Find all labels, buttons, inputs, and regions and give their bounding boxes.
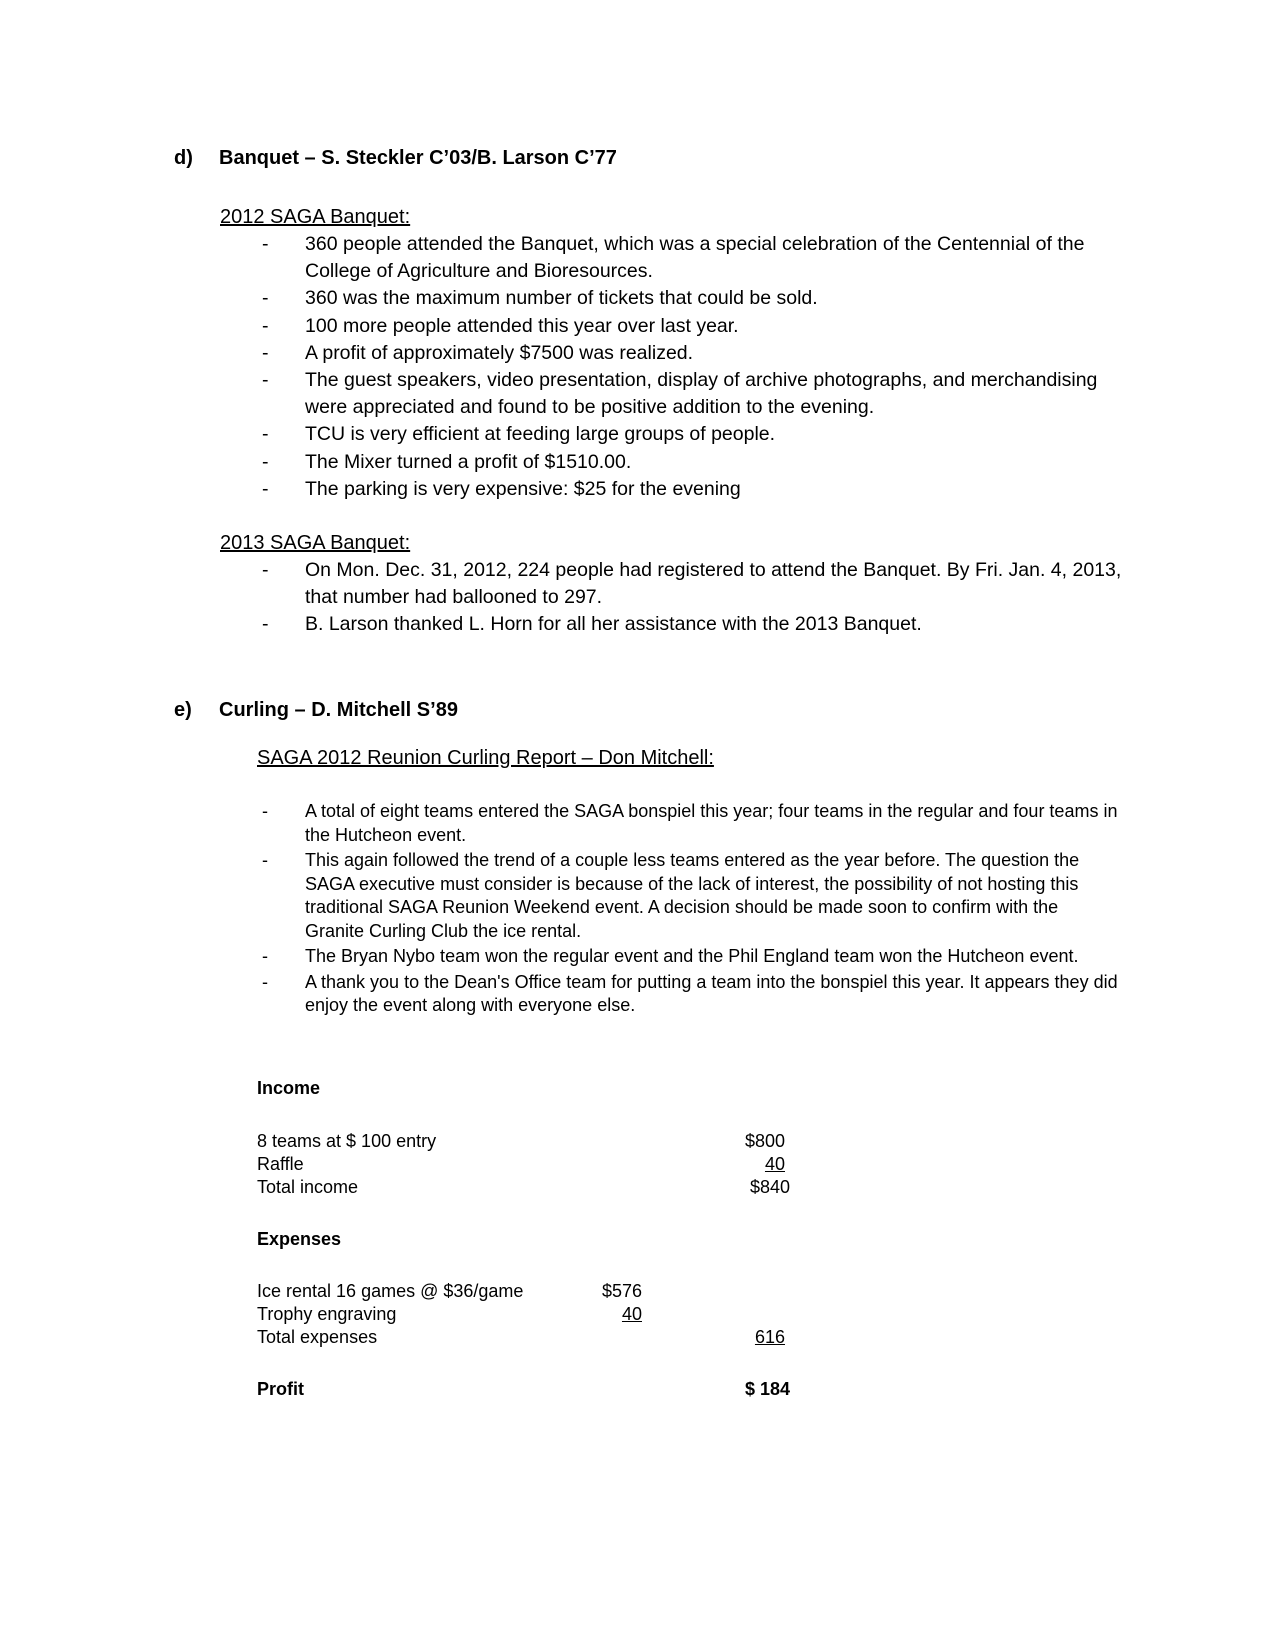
banquet-2012-heading: 2012 SAGA Banquet: [220, 206, 411, 228]
list-item: - 360 people attended the Banquet, which was a special celebration of the Centennial of the College of Agriculture and Bioresources. [262, 233, 1085, 283]
income-heading: Income [257, 1078, 321, 1098]
banquet-section-title: Banquet – S. Steckler C’03/B. Larson C’77 [219, 147, 617, 169]
curling-section-heading [174, 698, 458, 722]
expense-total-label: Total expenses [257, 1327, 378, 1347]
banquet-2013-list [262, 557, 1122, 639]
profit-amount: $ 184 [744, 1379, 790, 1399]
expense-ice-amount: $576 [601, 1281, 642, 1301]
list-item: - The guest speakers, video presentation, display of archive photographs, and merchandising were appreciated and found to be positive addition to the evening. [262, 369, 1098, 419]
list-item: - The parking is very expensive: $25 for the evening [262, 477, 741, 500]
list-item: - The Bryan Nybo team won the regular event and the Phil England team won the Hutcheon event. [262, 946, 1079, 966]
list-item: - 100 more people attended this year over last year. [262, 314, 739, 337]
expense-total-amount: 616 [754, 1327, 785, 1347]
list-item: - The Mixer turned a profit of $1510.00. [262, 450, 632, 473]
curling-section-letter: e) [174, 699, 192, 721]
list-item: - B. Larson thanked L. Horn for all her assistance with the 2013 Banquet. [262, 613, 922, 636]
income-entry-label: 8 teams at $ 100 entry [257, 1131, 437, 1151]
profit-label: Profit [257, 1379, 304, 1399]
income-total-amount: $840 [749, 1177, 790, 1197]
banquet-section-letter: d) [174, 147, 193, 169]
income-total-label: Total income [257, 1177, 359, 1197]
income-raffle-amount: 40 [764, 1154, 785, 1174]
banquet-section-heading [174, 146, 617, 170]
curling-report-list [262, 800, 1122, 1020]
curling-report-heading: SAGA 2012 Reunion Curling Report – Don Mitchell: [257, 747, 714, 769]
banquet-2013-heading: 2013 SAGA Banquet: [220, 532, 411, 554]
list-item: - TCU is very efficient at feeding large groups of people. [262, 423, 776, 446]
list-item: - A profit of approximately $7500 was realized. [262, 341, 694, 364]
income-entry-amount: $800 [744, 1131, 785, 1151]
expense-trophy-label: Trophy engraving [257, 1304, 397, 1324]
list-item: - A total of eight teams entered the SAGA bonspiel this year; four teams in the regular and four teams in the Hutcheon event. [262, 801, 1118, 845]
list-item: - A thank you to the Dean's Office team for putting a team into the bonspiel this year. It appears they did enjoy the event along with everyone else. [262, 971, 1118, 1015]
income-raffle-label: Raffle [257, 1154, 304, 1174]
list-item: - 360 was the maximum number of tickets that could be sold. [262, 287, 818, 310]
expense-ice-label: Ice rental 16 games @ $36/game [257, 1281, 524, 1301]
list-item: - On Mon. Dec. 31, 2012, 224 people had registered to attend the Banquet. By Fri. Jan. 4, 2013, that number had ballooned to 297. [262, 559, 1122, 609]
expense-trophy-amount: 40 [621, 1304, 642, 1324]
expenses-heading: Expenses [257, 1229, 342, 1249]
curling-section-title: Curling – D. Mitchell S’89 [219, 699, 458, 721]
banquet-2012-list [262, 231, 1122, 503]
list-item: - This again followed the trend of a couple less teams entered as the year before. The question the SAGA executive must consider is because of the lack of interest, the possibility of not hosting this traditional SAGA Reunion Weekend event. A decision should be made soon to confirm with the Granite Curling Club the ice rental. [262, 850, 1080, 941]
